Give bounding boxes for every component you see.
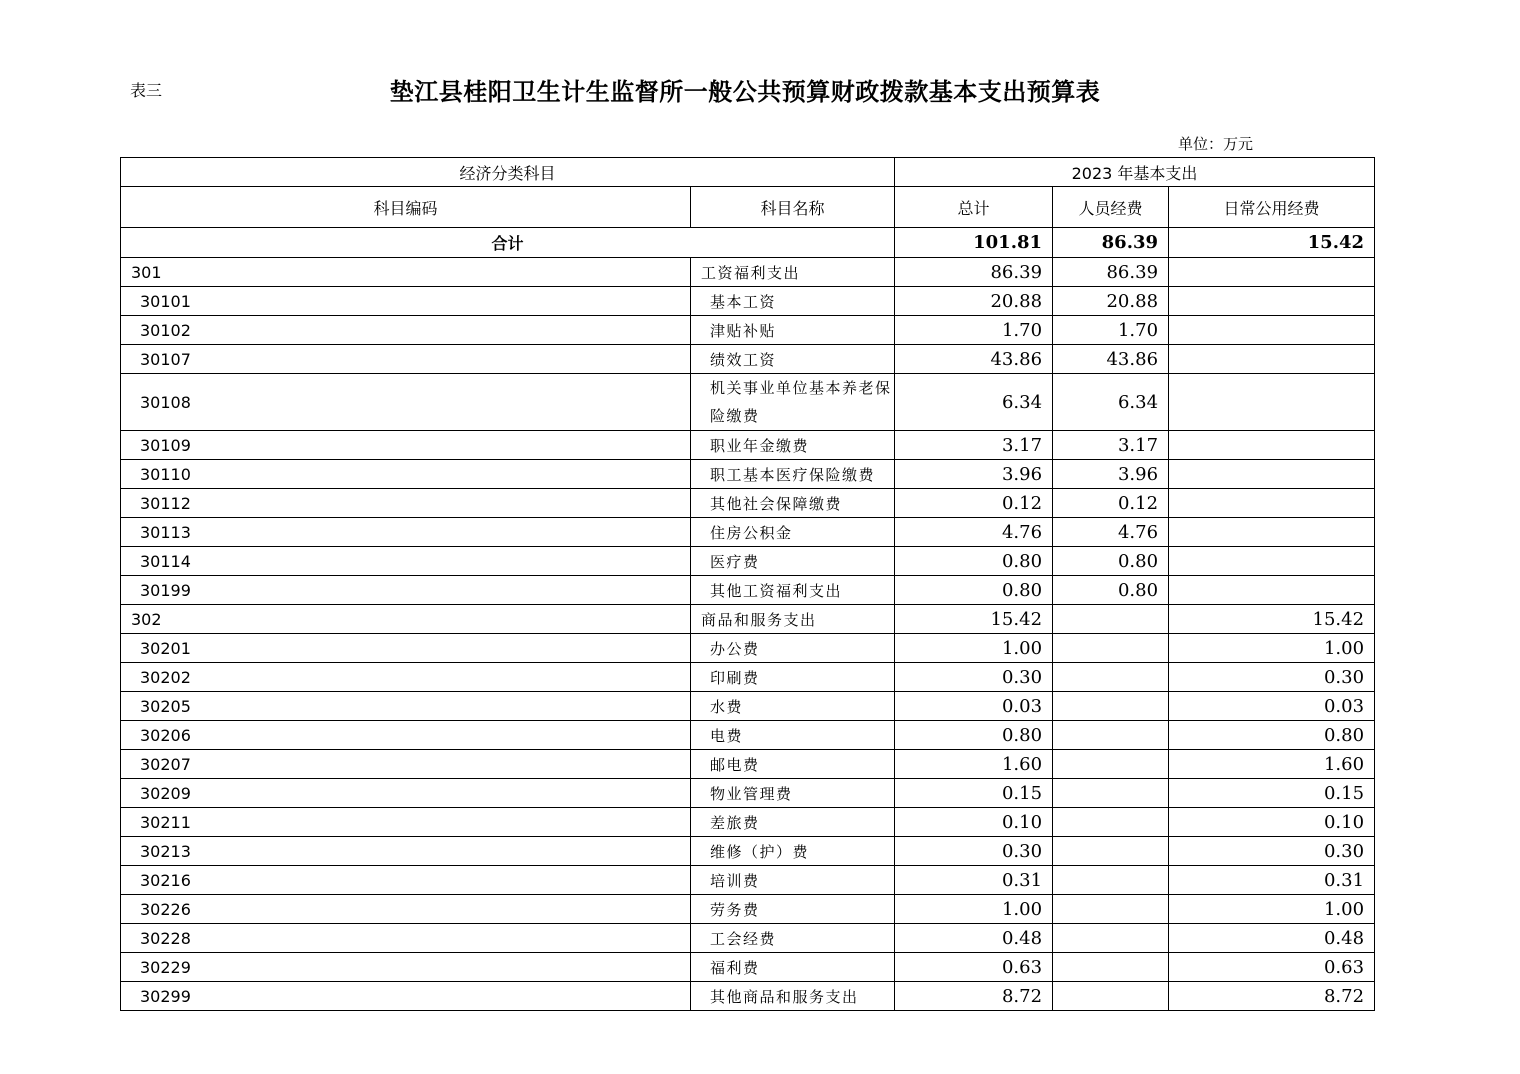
total-cell: 0.12 <box>895 489 1053 518</box>
table-row <box>121 779 1375 808</box>
total-cell: 0.63 <box>895 953 1053 982</box>
table-row <box>121 663 1375 692</box>
code-cell: 30109 <box>121 431 691 460</box>
total-cell: 8.72 <box>895 982 1053 1011</box>
total-cell: 1.60 <box>895 750 1053 779</box>
public-cell <box>1169 374 1375 431</box>
code-cell: 301 <box>121 258 691 287</box>
name-cell: 劳务费 <box>691 895 895 924</box>
total-public: 15.42 <box>1169 228 1375 258</box>
personnel-cell: 20.88 <box>1053 287 1169 316</box>
unit-label: 单位：万元 <box>1178 135 1254 153</box>
personnel-cell <box>1053 605 1169 634</box>
header-group-row <box>121 158 1375 187</box>
total-cell: 0.31 <box>895 866 1053 895</box>
table-row <box>121 431 1375 460</box>
total-cell: 1.00 <box>895 634 1053 663</box>
name-cell: 物业管理费 <box>691 779 895 808</box>
table-row <box>121 518 1375 547</box>
personnel-cell <box>1053 953 1169 982</box>
personnel-cell: 0.12 <box>1053 489 1169 518</box>
total-cell: 0.30 <box>895 837 1053 866</box>
personnel-cell: 1.70 <box>1053 316 1169 345</box>
name-cell: 基本工资 <box>691 287 895 316</box>
personnel-cell: 43.86 <box>1053 345 1169 374</box>
table-row <box>121 692 1375 721</box>
table-row <box>121 374 1375 431</box>
code-cell: 30211 <box>121 808 691 837</box>
public-cell: 0.31 <box>1169 866 1375 895</box>
public-cell: 0.80 <box>1169 721 1375 750</box>
table-row <box>121 982 1375 1011</box>
personnel-cell <box>1053 808 1169 837</box>
personnel-cell <box>1053 982 1169 1011</box>
table-row <box>121 605 1375 634</box>
table-row <box>121 866 1375 895</box>
total-cell: 1.00 <box>895 895 1053 924</box>
public-cell: 1.60 <box>1169 750 1375 779</box>
name-cell: 邮电费 <box>691 750 895 779</box>
total-cell: 4.76 <box>895 518 1053 547</box>
public-cell: 0.15 <box>1169 779 1375 808</box>
public-cell: 8.72 <box>1169 982 1375 1011</box>
personnel-cell <box>1053 837 1169 866</box>
code-cell: 30216 <box>121 866 691 895</box>
code-cell: 30206 <box>121 721 691 750</box>
header-public: 日常公用经费 <box>1169 187 1375 228</box>
total-cell: 0.80 <box>895 547 1053 576</box>
personnel-cell <box>1053 779 1169 808</box>
name-cell: 职工基本医疗保险缴费 <box>691 460 895 489</box>
public-cell: 0.03 <box>1169 692 1375 721</box>
name-cell: 其他社会保障缴费 <box>691 489 895 518</box>
code-cell: 30229 <box>121 953 691 982</box>
code-cell: 30199 <box>121 576 691 605</box>
table-row <box>121 576 1375 605</box>
public-cell: 0.30 <box>1169 837 1375 866</box>
total-label: 合计 <box>121 228 895 258</box>
header-total: 总计 <box>895 187 1053 228</box>
personnel-cell <box>1053 692 1169 721</box>
personnel-cell <box>1053 721 1169 750</box>
total-cell: 20.88 <box>895 287 1053 316</box>
name-cell: 机关事业单位基本养老保险缴费 <box>691 374 895 431</box>
header-personnel: 人员经费 <box>1053 187 1169 228</box>
table-row <box>121 345 1375 374</box>
table-row <box>121 547 1375 576</box>
total-cell: 0.10 <box>895 808 1053 837</box>
name-cell: 印刷费 <box>691 663 895 692</box>
personnel-cell: 3.96 <box>1053 460 1169 489</box>
total-cell: 0.15 <box>895 779 1053 808</box>
table-row <box>121 634 1375 663</box>
public-cell: 1.00 <box>1169 895 1375 924</box>
personnel-cell: 4.76 <box>1053 518 1169 547</box>
total-cell: 0.80 <box>895 576 1053 605</box>
total-cell: 15.42 <box>895 605 1053 634</box>
code-cell: 30102 <box>121 316 691 345</box>
table-row <box>121 258 1375 287</box>
public-cell <box>1169 460 1375 489</box>
code-cell: 30207 <box>121 750 691 779</box>
public-cell: 0.30 <box>1169 663 1375 692</box>
code-cell: 30101 <box>121 287 691 316</box>
code-cell: 30110 <box>121 460 691 489</box>
table-row <box>121 895 1375 924</box>
name-cell: 商品和服务支出 <box>691 605 895 634</box>
name-cell: 电费 <box>691 721 895 750</box>
personnel-cell: 86.39 <box>1053 258 1169 287</box>
table-row <box>121 837 1375 866</box>
public-cell <box>1169 258 1375 287</box>
personnel-cell: 3.17 <box>1053 431 1169 460</box>
personnel-cell: 6.34 <box>1053 374 1169 431</box>
code-cell: 30226 <box>121 895 691 924</box>
name-cell: 福利费 <box>691 953 895 982</box>
code-cell: 30201 <box>121 634 691 663</box>
total-cell: 0.80 <box>895 721 1053 750</box>
name-cell: 工会经费 <box>691 924 895 953</box>
code-cell: 30114 <box>121 547 691 576</box>
code-cell: 302 <box>121 605 691 634</box>
name-cell: 绩效工资 <box>691 345 895 374</box>
total-cell: 3.96 <box>895 460 1053 489</box>
table-row <box>121 316 1375 345</box>
name-cell: 其他商品和服务支出 <box>691 982 895 1011</box>
name-cell: 办公费 <box>691 634 895 663</box>
name-cell: 津贴补贴 <box>691 316 895 345</box>
name-cell: 工资福利支出 <box>691 258 895 287</box>
table-row <box>121 924 1375 953</box>
public-cell: 15.42 <box>1169 605 1375 634</box>
code-cell: 30228 <box>121 924 691 953</box>
code-cell: 30108 <box>121 374 691 431</box>
name-cell: 差旅费 <box>691 808 895 837</box>
personnel-cell <box>1053 866 1169 895</box>
total-cell: 0.03 <box>895 692 1053 721</box>
name-cell: 职业年金缴费 <box>691 431 895 460</box>
personnel-cell: 0.80 <box>1053 576 1169 605</box>
name-cell: 水费 <box>691 692 895 721</box>
code-cell: 30202 <box>121 663 691 692</box>
public-cell <box>1169 547 1375 576</box>
public-cell <box>1169 316 1375 345</box>
total-cell: 43.86 <box>895 345 1053 374</box>
public-cell <box>1169 287 1375 316</box>
table-row <box>121 489 1375 518</box>
public-cell: 0.63 <box>1169 953 1375 982</box>
header-code: 科目编码 <box>121 187 691 228</box>
public-cell <box>1169 489 1375 518</box>
header-column-row <box>121 187 1375 228</box>
total-total: 101.81 <box>895 228 1053 258</box>
table-tag: 表三 <box>130 81 163 100</box>
table-row <box>121 750 1375 779</box>
code-cell: 30107 <box>121 345 691 374</box>
name-cell: 住房公积金 <box>691 518 895 547</box>
header-economic-classification: 经济分类科目 <box>121 158 895 187</box>
total-row <box>121 228 1375 258</box>
personnel-cell <box>1053 634 1169 663</box>
total-cell: 3.17 <box>895 431 1053 460</box>
code-cell: 30299 <box>121 982 691 1011</box>
total-cell: 0.30 <box>895 663 1053 692</box>
table-row <box>121 460 1375 489</box>
total-cell: 1.70 <box>895 316 1053 345</box>
code-cell: 30112 <box>121 489 691 518</box>
total-personnel: 86.39 <box>1053 228 1169 258</box>
name-cell: 其他工资福利支出 <box>691 576 895 605</box>
personnel-cell <box>1053 663 1169 692</box>
name-cell: 维修（护）费 <box>691 837 895 866</box>
public-cell <box>1169 518 1375 547</box>
name-cell: 培训费 <box>691 866 895 895</box>
header-name: 科目名称 <box>691 187 895 228</box>
table-row <box>121 953 1375 982</box>
public-cell: 0.10 <box>1169 808 1375 837</box>
code-cell: 30209 <box>121 779 691 808</box>
public-cell <box>1169 431 1375 460</box>
name-cell: 医疗费 <box>691 547 895 576</box>
code-cell: 30113 <box>121 518 691 547</box>
page-title: 垫江县桂阳卫生计生监督所一般公共预算财政拨款基本支出预算表 <box>389 77 1101 106</box>
public-cell: 1.00 <box>1169 634 1375 663</box>
personnel-cell: 0.80 <box>1053 547 1169 576</box>
code-cell: 30213 <box>121 837 691 866</box>
table-row <box>121 808 1375 837</box>
code-cell: 30205 <box>121 692 691 721</box>
total-cell: 86.39 <box>895 258 1053 287</box>
public-cell <box>1169 345 1375 374</box>
total-cell: 0.48 <box>895 924 1053 953</box>
table-row <box>121 721 1375 750</box>
personnel-cell <box>1053 895 1169 924</box>
budget-table <box>120 157 1375 1011</box>
public-cell: 0.48 <box>1169 924 1375 953</box>
header-basic-expenditure: 2023 年基本支出 <box>895 158 1375 187</box>
total-cell: 6.34 <box>895 374 1053 431</box>
table-row <box>121 287 1375 316</box>
personnel-cell <box>1053 750 1169 779</box>
personnel-cell <box>1053 924 1169 953</box>
public-cell <box>1169 576 1375 605</box>
